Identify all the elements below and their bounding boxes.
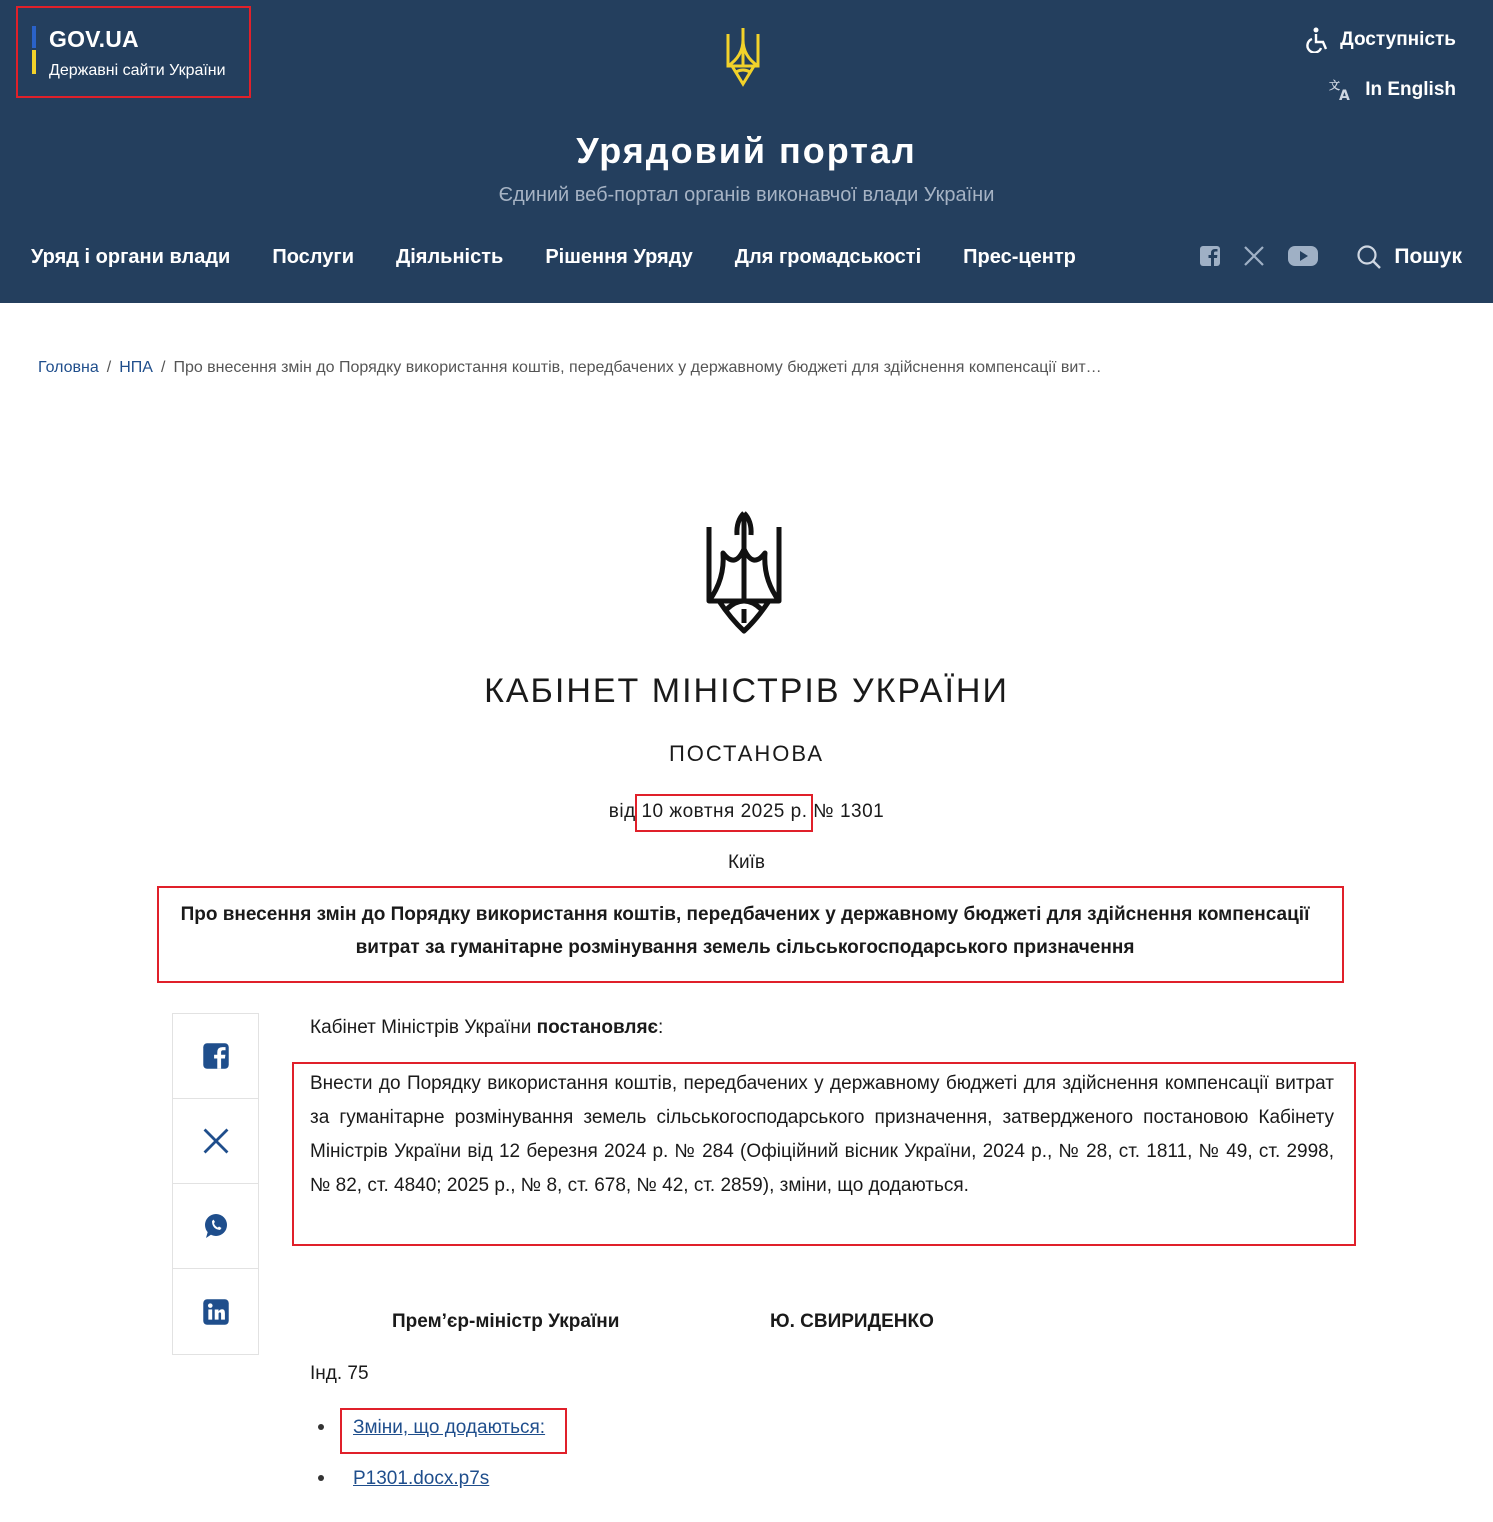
nav-item-services[interactable]: Послуги [272,246,354,268]
nav-item-public[interactable]: Для громадськості [734,246,922,268]
site-header [0,0,1493,303]
header-social-links [1199,245,1319,267]
breadcrumb-current: Про внесення змін до Порядку використання коштів, передбачених у державному бюджеті для здійснення компенсації вит… [173,359,1102,376]
lead-tail: : [658,1017,664,1038]
share-whatsapp-button[interactable] [173,1184,258,1269]
document-lead [310,1017,663,1039]
bullet-icon [318,1475,324,1481]
nav-item-press[interactable]: Прес-центр [963,246,1076,268]
document-city: Київ [727,852,766,873]
document-authority: КАБІНЕТ МІНІСТРІВ УКРАЇНИ [484,672,1009,710]
svg-text:文: 文 [1329,79,1341,92]
attachment-changes-link[interactable]: Зміни, що додаються: [353,1417,546,1438]
lead-bold: постановляє [536,1017,659,1038]
english-label: In English [1365,79,1456,100]
portal-subtitle: Єдиний веб-портал органів виконавчої влади України [498,184,995,206]
nav-item-decisions[interactable]: Рішення Уряду [545,246,693,268]
coat-of-arms-icon [705,509,783,635]
portal-title[interactable]: Урядовий портал [576,130,917,171]
bullet-icon [318,1424,324,1430]
svg-text:A: A [1339,88,1351,102]
document-type: ПОСТАНОВА [668,741,825,766]
english-link[interactable] [1329,78,1456,102]
accessibility-label: Доступність [1340,29,1456,50]
wheelchair-icon [1306,27,1330,53]
signer-name: Ю. СВИРИДЕНКО [770,1311,934,1332]
flag-blue-bar [32,26,36,48]
flag-yellow-bar [32,50,36,74]
gov-ua-badge[interactable] [16,6,251,98]
nav-item-activity[interactable]: Діяльність [395,246,504,268]
gov-ua-title: GOV.UA [49,26,139,52]
nav-item-government[interactable]: Уряд і органи влади [31,246,231,268]
share-facebook-button[interactable] [173,1014,258,1099]
document-body: Внести до Порядку використання коштів, передбачених у державному бюджеті для здійснення компенсації витрат за гуманітарне розмінування земель сільськогосподарського призначення, затвердженого постановою Кабінету Міністрів України від 12 березня 2024 р. № 284 (Офіційний вісник України, 2024 р., № 28, ст. 1811, № 49, ст. 2998, № 82, ст. 4840; 2025 р., № 8, ст. 678, № 42, ст. 2859), зміни, що додаються. [310,1073,1334,1196]
gov-ua-subtitle: Державні сайти України [49,62,226,79]
youtube-icon[interactable] [1287,245,1319,267]
date-prefix: від [608,801,636,822]
whatsapp-icon [202,1212,230,1240]
x-icon [202,1127,230,1155]
search-label: Пошук [1394,245,1462,268]
breadcrumb-separator: / [160,359,166,376]
document-date: 10 жовтня 2025 р. [641,801,808,822]
breadcrumb-home[interactable]: Головна [38,359,99,376]
main-nav [31,246,1076,269]
linkedin-icon [202,1298,230,1326]
share-x-button[interactable] [173,1099,258,1184]
breadcrumb-npa[interactable]: НПА [119,359,153,376]
search-button[interactable] [1356,244,1462,270]
share-linkedin-button[interactable] [173,1269,258,1354]
x-icon[interactable] [1243,245,1265,267]
signer-role: Прем’єр-міністр України [392,1311,620,1332]
breadcrumb [38,359,1102,377]
lead-text: Кабінет Міністрів України [310,1017,537,1038]
accessibility-link[interactable] [1306,27,1456,53]
attachment-signature-link[interactable]: P1301.docx.p7s [353,1468,490,1489]
search-icon [1356,244,1382,270]
trident-logo-icon[interactable] [722,26,764,88]
facebook-icon[interactable] [1199,245,1221,267]
date-highlight-box [635,794,813,832]
document-index: Інд. 75 [310,1363,369,1384]
document-title: Про внесення змін до Порядку використання коштів, передбачених у державному бюджеті для здійснення компенсації витрат за гуманітарне розмінування земель сільськогосподарського призначення [180,904,1310,958]
share-panel [172,1013,259,1355]
document-number: № 1301 [813,801,885,822]
breadcrumb-separator: / [106,359,112,376]
facebook-icon [202,1042,230,1070]
translate-icon [1329,78,1353,102]
